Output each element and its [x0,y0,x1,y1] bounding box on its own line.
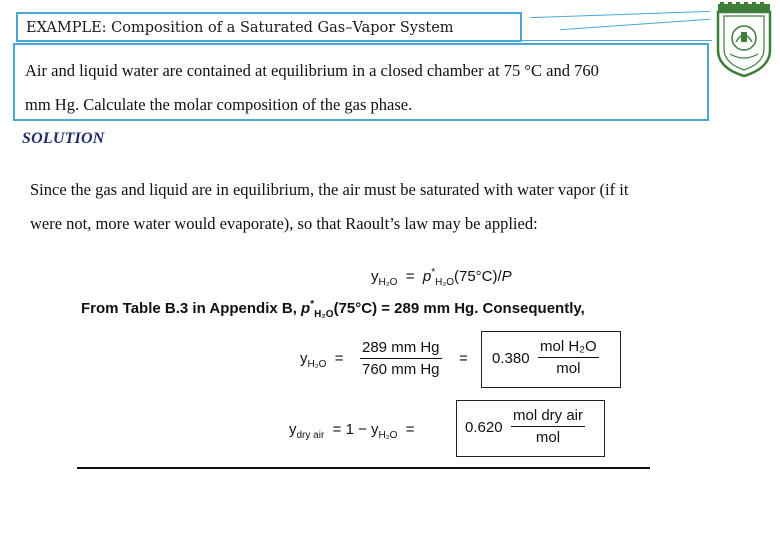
body-line-1: Since the gas and liquid are in equilibrium, the air must be saturated with water vapor (if it [30,180,629,199]
equals-sign: = [459,350,468,367]
water-fraction-unit: mol H₂O mol [540,338,597,377]
table-reference-line: From Table B.3 in Appendix B, $p^*_{H_2O}(75^\circ C) = 289$ mm Hg. Consequently, [81,299,585,320]
water-fraction-value: 0.380 [492,350,530,367]
figure-bottom-rule [77,467,650,469]
university-seal-icon [712,2,776,78]
problem-line-1: Air and liquid water are contained at equilibrium in a closed chamber at 75 °C and 760 [25,61,599,80]
title-box [16,12,522,42]
dry-air-fraction-answer-box [456,400,605,457]
body-line-2: were not, more water would evaporate), so that Raoult’s law may be applied: [30,214,538,233]
decor-line [560,19,710,30]
solution-heading: SOLUTION [22,130,105,147]
decor-line [522,40,712,41]
problem-line-2: mm Hg. Calculate the molar composition of the gas phase. [25,95,413,114]
dry-air-fraction-unit: mol dry air mol [513,407,584,446]
solution-figure [73,255,650,480]
decor-line [530,11,710,18]
raoult-equation: $y_{H_2O} = p^*_{H_2O}(75^\circ C)/P$ [371,267,512,288]
dry-air-fraction-lhs: $y_{dry air} = 1 - y_{H_2O}$ = [289,421,415,441]
dry-air-fraction-value: 0.620 [465,419,503,436]
problem-box [13,43,709,121]
water-fraction-ratio: $\frac{\text{289 mm Hg}}{\text{760 mm Hg}}$ [362,339,440,378]
water-fraction-answer-box [481,331,621,388]
water-fraction-lhs: $y_{H_2O}$ = [300,350,344,370]
page-title: EXAMPLE: Composition of a Saturated Gas–Vapor System [26,20,454,36]
